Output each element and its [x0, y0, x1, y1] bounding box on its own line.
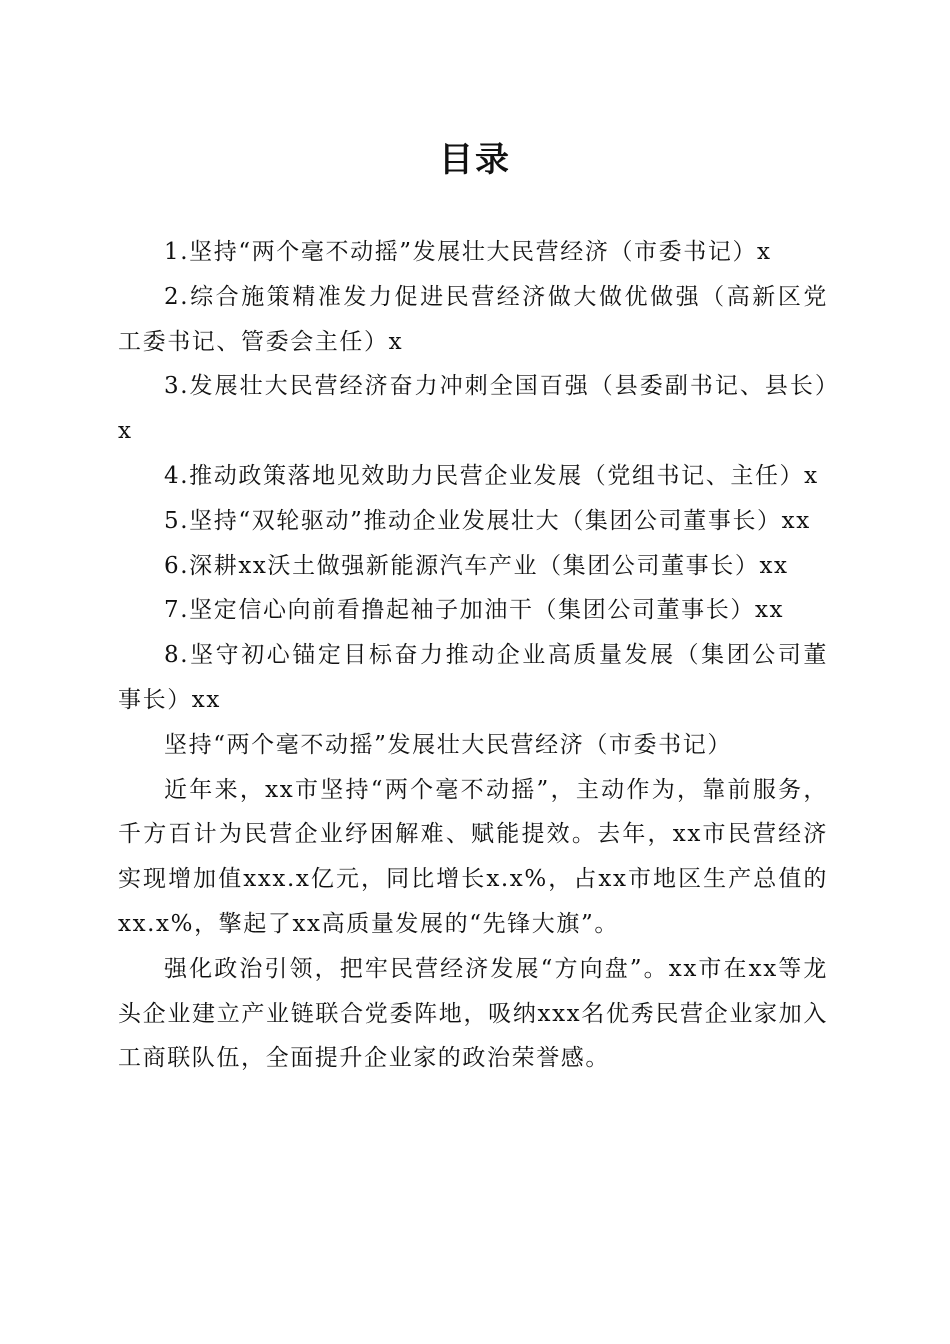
- toc-item-8: 8.坚守初心锚定目标奋力推动企业高质量发展（集团公司董事长）xx: [118, 642, 828, 713]
- toc-item-4: 4.推动政策落地见效助力民营企业发展（党组书记、主任）x: [164, 462, 819, 489]
- toc-item-6: 6.深耕xx沃土做强新能源汽车产业（集团公司董事长）xx: [164, 552, 789, 579]
- body-paragraph-1: 近年来，xx市坚持“两个毫不动摇”，主动作为，靠前服务，千方百计为民营企业纾困解难、赋能提效。去年，xx市民营经济实现增加值xxx.x亿元，同比增长x.x%，占xx市地区生产总值的xx.x%，擎起了xx高质量发展的“先锋大旗”。: [118, 776, 828, 937]
- toc-item-1: 1.坚持“两个毫不动摇”发展壮大民营经济（市委书记）x: [164, 239, 772, 265]
- toc-item-5: 5.坚持“双轮驱动”推动企业发展壮大（集团公司董事长）xx: [164, 507, 811, 534]
- body-paragraph-2: 强化政治引领，把牢民营经济发展“方向盘”。xx市在xx等龙头企业建立产业链联合党委阵地，吸纳xxx名优秀民营企业家加入工商联队伍，全面提升企业家的政治荣誉感。: [118, 955, 828, 1072]
- toc-item-2: 2.综合施策精准发力促进民营经济做大做优做强（高新区党工委书记、管委会主任）x: [118, 283, 828, 355]
- page-title: 目录: [439, 140, 511, 180]
- document-body: [118, 230, 828, 1081]
- section-heading: 坚持“两个毫不动摇”发展壮大民营经济（市委书记）: [164, 731, 732, 758]
- toc-item-7: 7.坚定信心向前看撸起袖子加油干（集团公司董事长）xx: [164, 597, 785, 624]
- toc-item-3: 3.发展壮大民营经济奋力冲刺全国百强（县委副书记、县长）x: [118, 373, 828, 445]
